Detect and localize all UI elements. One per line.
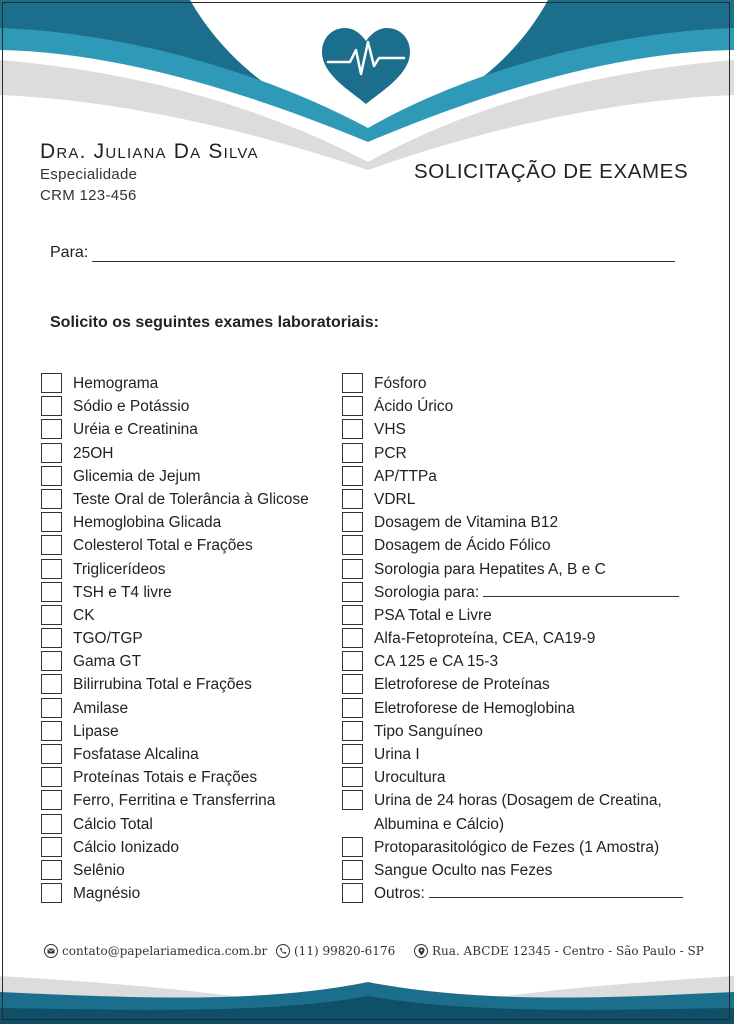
exam-item: [342, 882, 704, 905]
exam-item: [342, 604, 704, 627]
exam-label: Dosagem de Vitamina B12: [374, 514, 559, 532]
exam-checkbox[interactable]: [41, 790, 62, 810]
exam-checkbox[interactable]: [342, 744, 363, 764]
exam-item: [41, 650, 309, 673]
exam-label: Eletroforese de Hemoglobina: [374, 699, 575, 717]
exam-label: TGO/TGP: [73, 630, 143, 648]
exam-label: Selênio: [73, 861, 125, 879]
exam-item: [41, 534, 309, 557]
exam-label: Amilase: [73, 699, 129, 717]
exam-checkbox[interactable]: [342, 373, 363, 393]
exam-label: PSA Total e Livre: [374, 606, 492, 624]
exam-label: Dosagem de Ácido Fólico: [374, 537, 551, 555]
exam-checkbox[interactable]: [41, 396, 62, 416]
exam-label: Tipo Sanguíneo: [374, 722, 483, 740]
exam-checkbox[interactable]: [342, 790, 363, 810]
page-title: SOLICITAÇÃO DE EXAMES: [414, 160, 689, 183]
exam-checkbox[interactable]: [41, 698, 62, 718]
exam-item: [41, 697, 309, 720]
doctor-name: Dra. Juliana Da Silva: [40, 140, 259, 163]
exam-item: [342, 488, 704, 511]
sorologia-field[interactable]: [483, 582, 679, 597]
exam-item: [41, 627, 309, 650]
exam-item: [342, 465, 704, 488]
exam-label: PCR: [374, 444, 407, 462]
exam-label: Hemoglobina Glicada: [73, 514, 222, 532]
exam-label: Protoparasitológico de Fezes (1 Amostra): [374, 838, 660, 856]
exam-label: Ácido Úrico: [374, 398, 454, 416]
exam-checkbox[interactable]: [342, 535, 363, 555]
exam-label: CA 125 e CA 15-3: [374, 653, 499, 671]
exam-checkbox[interactable]: [41, 605, 62, 625]
exam-item: [342, 836, 704, 859]
exam-checkbox[interactable]: [342, 721, 363, 741]
exam-label: Teste Oral de Tolerância à Glicose: [73, 490, 309, 508]
exam-checkbox[interactable]: [41, 373, 62, 393]
footer-address: [414, 944, 704, 958]
exam-label: Magnésio: [73, 885, 141, 903]
exam-label: Ferro, Ferritina e Transferrina: [73, 792, 276, 810]
exam-label: Fosfatase Alcalina: [73, 746, 199, 763]
doctor-info: [40, 140, 259, 206]
exam-item: [342, 789, 704, 835]
exam-item: [342, 859, 704, 882]
exam-label: Urina de 24 horas (Dosagem de Creatina, Albumina e Cálcio): [374, 792, 662, 833]
exam-label: Alfa-Fetoproteína, CEA, CA19-9: [374, 630, 596, 648]
phone-text: (11) 99820-6176: [294, 944, 396, 958]
exam-label: Fósforo: [374, 375, 427, 392]
exam-label: Outros:: [374, 885, 425, 903]
exam-item: [41, 442, 309, 465]
exam-item: [342, 372, 704, 395]
exam-checkbox[interactable]: [41, 628, 62, 648]
doctor-crm: CRM 123-456: [40, 187, 137, 204]
exam-item: [342, 395, 704, 418]
exam-label: AP/TTPa: [374, 467, 437, 485]
exam-label: Cálcio Total: [73, 815, 153, 833]
exam-checkbox[interactable]: [342, 837, 363, 857]
exam-label: Uréia e Creatinina: [73, 421, 198, 439]
exam-checkbox[interactable]: [342, 628, 363, 648]
exam-item: [41, 395, 309, 418]
recipient-row: [50, 243, 675, 262]
exam-checkbox[interactable]: [342, 883, 363, 903]
exam-label: VDRL: [374, 490, 416, 508]
exam-checkbox[interactable]: [342, 582, 363, 602]
exam-checkbox[interactable]: [342, 674, 363, 694]
exam-checkbox[interactable]: [41, 674, 62, 694]
exam-checkbox[interactable]: [342, 605, 363, 625]
exam-item: [342, 627, 704, 650]
exam-label: Urina I: [374, 746, 420, 763]
exam-checkbox[interactable]: [41, 419, 62, 439]
location-pin-icon: [414, 944, 428, 958]
exam-label: Sangue Oculto nas Fezes: [374, 861, 553, 879]
exam-item: [342, 720, 704, 743]
exam-item: [342, 650, 704, 673]
exam-label: Glicemia de Jejum: [73, 467, 201, 485]
exam-item: [342, 558, 704, 581]
exam-label: Cálcio Ionizado: [73, 838, 179, 856]
exam-checkbox[interactable]: [41, 512, 62, 532]
exam-checkbox[interactable]: [41, 767, 62, 787]
exam-checkbox[interactable]: [41, 443, 62, 463]
exam-item: [342, 743, 704, 766]
exam-item: [342, 511, 704, 534]
exam-checkbox[interactable]: [342, 512, 363, 532]
exam-checkbox[interactable]: [342, 443, 363, 463]
exam-checkbox[interactable]: [41, 837, 62, 857]
exam-checkbox[interactable]: [342, 698, 363, 718]
exam-checkbox[interactable]: [342, 559, 363, 579]
exam-checkbox[interactable]: [41, 744, 62, 764]
exam-item: [41, 882, 309, 905]
exam-checkbox[interactable]: [342, 767, 363, 787]
exam-item: [41, 766, 309, 789]
exam-item: [342, 581, 704, 604]
exam-item: [41, 604, 309, 627]
email-text[interactable]: contato@papelariamedica.com.br: [62, 944, 268, 958]
exam-label: 25OH: [73, 444, 114, 462]
exam-label: Triglicerídeos: [73, 560, 166, 578]
address-text: Rua. ABCDE 12345 - Centro - São Paulo - SP: [432, 944, 704, 958]
exam-item: [41, 581, 309, 604]
exam-item: [41, 511, 309, 534]
exam-item: [342, 534, 704, 557]
exam-item: [41, 859, 309, 882]
exam-label: Lipase: [73, 722, 119, 740]
recipient-field[interactable]: [92, 243, 675, 262]
exam-item: [41, 488, 309, 511]
exam-item: [41, 372, 309, 395]
exam-checkbox[interactable]: [41, 883, 62, 903]
exam-item: [342, 442, 704, 465]
exam-checkbox[interactable]: [41, 651, 62, 671]
phone-icon: [276, 944, 290, 958]
exams-intro: Solicito os seguintes exames laboratoriais:: [50, 314, 379, 331]
exam-checkbox[interactable]: [41, 814, 62, 834]
exam-checkbox[interactable]: [41, 559, 62, 579]
exam-item: [41, 673, 309, 696]
exam-item: [342, 418, 704, 441]
exam-item: [41, 789, 309, 812]
exam-item: [41, 813, 309, 836]
exam-checkbox[interactable]: [41, 466, 62, 486]
exam-label: Sorologia para:: [374, 583, 480, 601]
exam-checkbox[interactable]: [41, 535, 62, 555]
exam-label: Bilirrubina Total e Frações: [73, 676, 252, 694]
exam-checkbox[interactable]: [342, 860, 363, 880]
mail-icon: [44, 944, 58, 958]
outros-field[interactable]: [429, 883, 683, 898]
exam-label: Eletroforese de Proteínas: [374, 676, 550, 694]
exam-item: [342, 673, 704, 696]
exam-item: [342, 766, 704, 789]
exam-item: [41, 465, 309, 488]
exam-list-right: [342, 372, 704, 905]
exam-item: [41, 743, 309, 766]
exam-label: TSH e T4 livre: [73, 583, 172, 601]
exam-item: [41, 720, 309, 743]
exam-checkbox[interactable]: [41, 489, 62, 509]
exam-label: Sorologia para Hepatites A, B e C: [374, 560, 606, 578]
exam-list-left: [41, 372, 309, 905]
doctor-specialty: Especialidade: [40, 166, 138, 183]
exam-checkbox[interactable]: [342, 489, 363, 509]
exam-checkbox[interactable]: [342, 466, 363, 486]
exam-checkbox[interactable]: [342, 651, 363, 671]
exam-checkbox[interactable]: [41, 582, 62, 602]
exam-item: [41, 836, 309, 859]
exam-item: [342, 697, 704, 720]
exam-checkbox[interactable]: [342, 396, 363, 416]
exam-checkbox[interactable]: [41, 860, 62, 880]
exam-item: [41, 558, 309, 581]
exam-label: CK: [73, 606, 95, 624]
exam-label: VHS: [374, 421, 406, 439]
exam-label: Sódio e Potássio: [73, 398, 190, 416]
exam-label: Colesterol Total e Frações: [73, 537, 253, 555]
exam-label: Proteínas Totais e Frações: [73, 769, 258, 787]
exam-item: [41, 418, 309, 441]
exam-checkbox[interactable]: [41, 721, 62, 741]
footer-phone: [276, 944, 395, 958]
exam-label: Urocultura: [374, 769, 446, 787]
exam-checkbox[interactable]: [342, 419, 363, 439]
exam-label: Gama GT: [73, 653, 142, 671]
footer-email: [44, 944, 267, 958]
exam-label: Hemograma: [73, 375, 159, 392]
footer-wave: [0, 974, 734, 1024]
recipient-label: Para:: [50, 244, 89, 261]
